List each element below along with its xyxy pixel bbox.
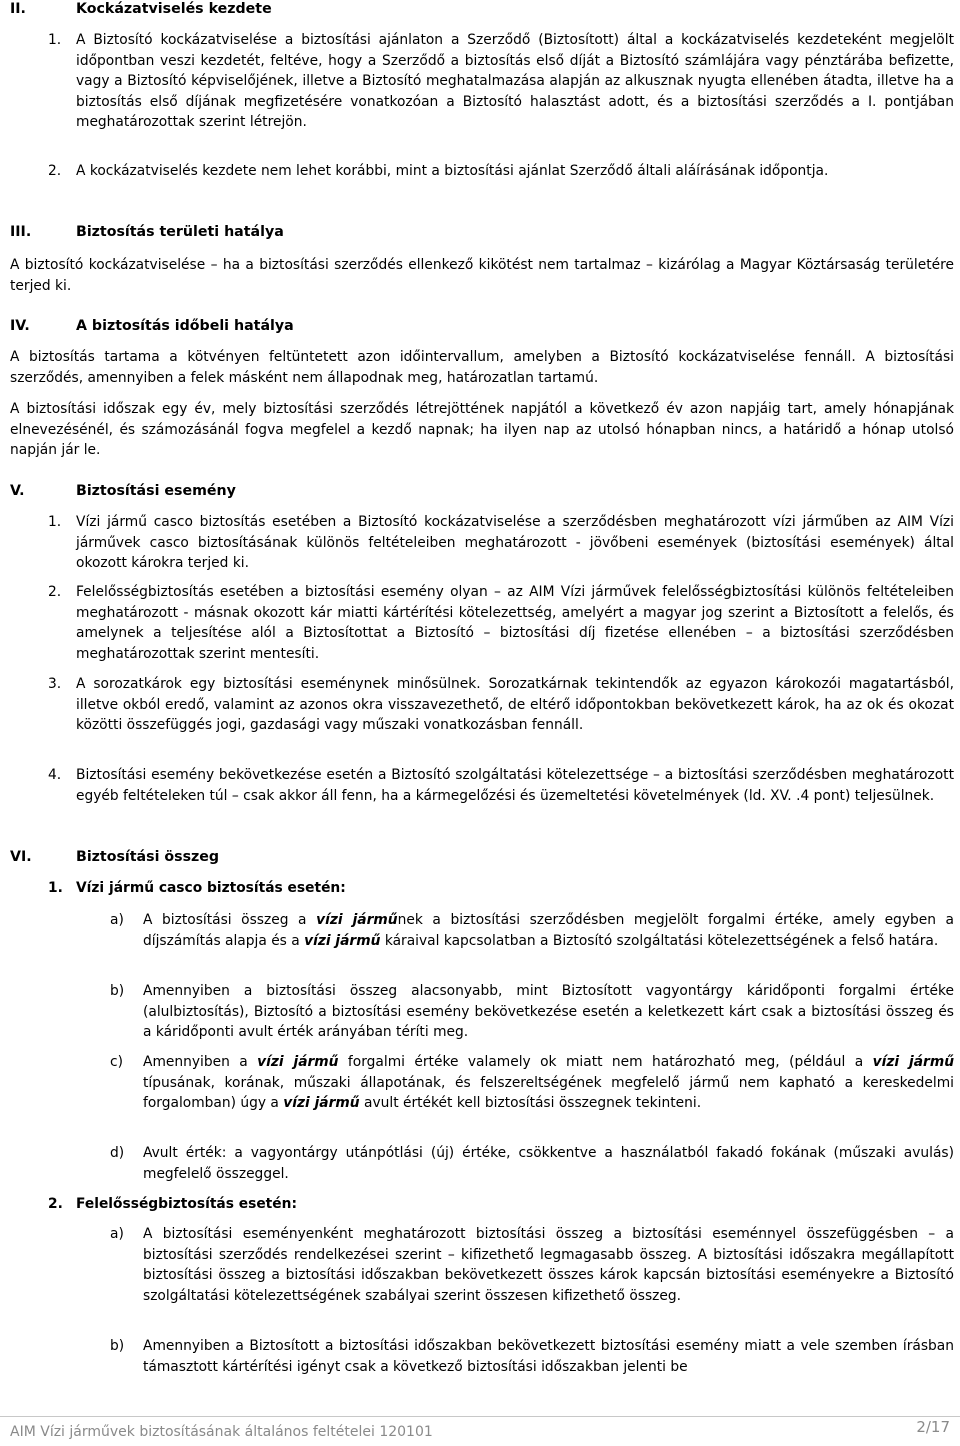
list-letter: d) — [110, 1145, 125, 1161]
list-number: 2. — [48, 163, 62, 179]
paragraph: A biztosítási időszak egy év, mely biztosítási szerződés létrejöttének napjától a következő év azon napjáig tart, amely hónapjának elnevezésénél, és számozásánál fogva megfelel a kezdő napnak; ha ilyen nap az utolsó hónapban nincs, a határidő a hónap utolsó napján jár le. — [10, 401, 954, 458]
section-heading-iv: IV. A biztosítás időbeli hatálya — [10, 318, 294, 334]
section-heading-vi: VI. Biztosítási összeg — [10, 849, 220, 865]
list-letter: a) — [110, 912, 124, 928]
list-item: A biztosítási összeg a vízi járműnek a biztosítási szerződésben megjelölt forgalmi értéke, amely egyben a díjszámítás alapja és a vízi jármű káraival kapcsolatban a Biztosító szolgáltatási kötelezettségének a felső határa. — [143, 912, 954, 949]
list-item: Felelősségbiztosítás esetében a biztosítási esemény olyan – az AIM Vízi járművek felelősségbiztosítási különös feltételeiben meghatározott - másnak okozott kár miatti kártérítési kötelezettség, amelyért a magyar jog szerint a Biztosított a felelős, és amelynek a teljesítése alól a Biztosítottat a Biztosító – biztosítási díj fizetése ellenében – a biztosítási szerződésben meghatározottak szerint mentesíti. — [76, 584, 954, 662]
list-number: 3. — [48, 676, 62, 692]
list-item: Amennyiben a Biztosított a biztosítási időszakban bekövetkezett biztosítási esemény miatt a vele szemben írásban támasztott kártérítési igényt csak a következő biztosítási időszakban jelenti be — [143, 1338, 954, 1375]
paragraph: A kockázatviselés kezdete nem lehet korábbi, mint a biztosítási ajánlat Szerződő általi aláírásának időpontja. — [76, 163, 829, 179]
section-heading-iii: III. Biztosítás területi hatálya — [10, 224, 284, 240]
paragraph: A biztosító kockázatviselése – ha a biztosítási szerződés ellenkező kikötést nem tartalmaz – kizárólag a Magyar Köztársaság területére terjed ki. — [10, 257, 954, 294]
list-letter: b) — [110, 1338, 125, 1354]
subsection-title: Vízi jármű casco biztosítás esetén: — [76, 880, 346, 896]
list-item: A biztosítási eseményenként meghatározott biztosítási összeg a biztosítási eseménnyel összefüggésben – a biztosítási szerződés rendelkezései szerint – kifizethető legmagasabb összeg. A biztosítási időszakra megállapított biztosítási összeg a biztosítási időszakban bekövetkezett összes károk kapcsán biztosítási eseményekre a Biztosító szolgáltatási kötelezettségének szabályai szerint összesen kifizethető összeg. — [143, 1226, 954, 1304]
paragraph: A Biztosító kockázatviselése a biztosítási ajánlaton a Szerződő (Biztosított) által a kockázatviselés kezdeteként megjelölt időpontban veszi kezdetét, feltéve, hogy a Szerződő a biztosítás első díját a Biztosító számlájára vagy pénztárába befizette, vagy a Biztosító képviselőjének, illetve a Biztosító meghatalmazása alapján az alkusznak nyugta ellenében átadta, illetve ha a biztosítás első díjának megfizetésére vonatkozóan a Biztosító halasztást adott, és a biztosítási szerződés a I. pontjában meghatározottak szerint létrejön. — [76, 32, 954, 130]
section-heading-ii: II. Kockázatviselés kezdete — [10, 1, 272, 17]
list-number: 1. — [48, 514, 62, 530]
list-item: A sorozatkárok egy biztosítási eseménynek minősülnek. Sorozatkárnak tekintendők az egyazon károkozói magatartásból, illetve okból eredő, valamint az azonos okra visszavezethető, de eltérő időpontokban bekövetkezett károk, ha az ok és okozat közötti összefüggés jogi, gazdasági vagy műszaki vonatkozásban fennáll. — [76, 676, 954, 733]
list-number: 4. — [48, 767, 62, 783]
list-number: 2. — [48, 584, 62, 600]
page-footer — [0, 1416, 960, 1446]
subsection-title: Felelősségbiztosítás esetén: — [76, 1196, 297, 1212]
list-item: Biztosítási esemény bekövetkezése esetén a Biztosító szolgáltatási kötelezettsége – a biztosítási szerződésben meghatározott egyéb feltételeken túl – csak akkor áll fenn, ha a kármegelőzési és üzemeltetési követelmények (ld. XV. .4 pont) teljesülnek. — [76, 767, 954, 804]
list-letter: c) — [110, 1054, 123, 1070]
list-number: 1. — [48, 32, 62, 48]
list-letter: a) — [110, 1226, 124, 1242]
footer-document-title: AIM Vízi járművek biztosításának általános feltételei 120101 — [10, 1424, 433, 1440]
subsection-number: 2. — [48, 1196, 63, 1212]
list-item: Amennyiben a biztosítási összeg alacsonyabb, mint Biztosított vagyontárgy káridőponti forgalmi értéke (alulbiztosítás), Biztosító a biztosítási esemény bekövetkezése esetén a keletkezett kárt csak a biztosítási összeg és a káridőponti avult érték arányában téríti meg. — [143, 983, 954, 1040]
subsection-number: 1. — [48, 880, 63, 896]
list-item: Amennyiben a vízi jármű forgalmi értéke valamely ok miatt nem határozható meg, (például a vízi jármű típusának, korának, műszaki állapotának, és felszereltségének megfelelő jármű nem kapható a kereskedelmi forgalomban) úgy a vízi jármű avult értékét kell biztosítási összegnek tekinteni. — [143, 1054, 955, 1111]
section-heading-v: V. Biztosítási esemény — [10, 483, 236, 499]
paragraph: A biztosítás tartama a kötvényen feltüntetett azon időintervallum, amelyben a Biztosító kockázatviselése fennáll. A biztosítási szerződés, amennyiben a felek másként nem állapodnak meg, határozatlan tartamú. — [10, 349, 954, 386]
page-number: 2/17 — [916, 1418, 950, 1436]
list-item: Vízi jármű casco biztosítás esetében a Biztosító kockázatviselése a szerződésben meghatározott vízi járműben az AIM Vízi járművek casco biztosításának különös feltételeiben meghatározott - jövőbeni események (biztosítási események) által okozott károkra terjed ki. — [76, 514, 954, 571]
list-item: Avult érték: a vagyontárgy utánpótlási (új) értéke, csökkentve a használatból fakadó fokának (műszaki avulás) megfelelő összeggel. — [143, 1145, 954, 1182]
list-letter: b) — [110, 983, 125, 999]
